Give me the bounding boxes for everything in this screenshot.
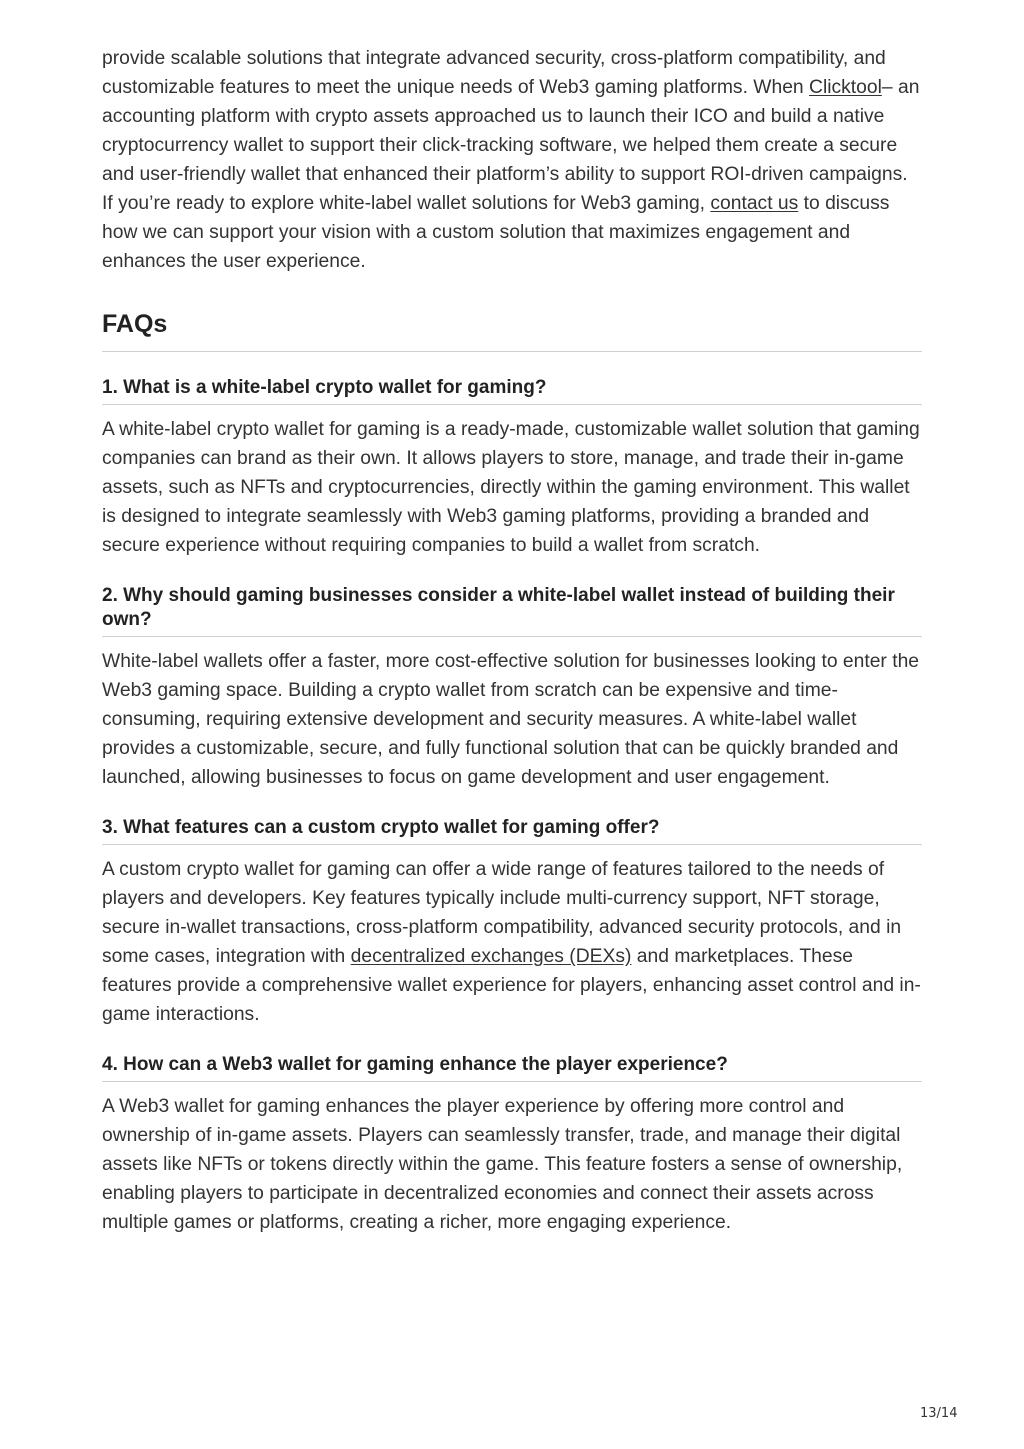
faq-item-3 bbox=[102, 816, 922, 1029]
faq-answer-4: A Web3 wallet for gaming enhances the player experience by offering more control and ownership of in-game assets. Players can seamlessly transfer, trade, and manage their digital assets like NFTs or tokens directly within the game. This feature fosters a sense of ownership, enabling players to participate in decentralized economies and connect their assets across multiple games or platforms, creating a richer, more engaging experience. bbox=[102, 1096, 903, 1233]
faq-answer-3-text-2: and marketplaces. These features provide a comprehensive wallet experience for players, enhancing asset control and in-game interactions. bbox=[102, 946, 921, 1025]
document-content bbox=[102, 44, 922, 1237]
intro-paragraph bbox=[102, 44, 922, 276]
faqs-heading: FAQs bbox=[102, 276, 922, 352]
faq-answer-2: White-label wallets offer a faster, more cost-effective solution for businesses looking to enter the Web3 gaming space. Building a crypto wallet from scratch can be expensive and time-consuming, requiring extensive development and security measures. A white-label wallet provides a customizable, secure, and fully functional solution that can be quickly branded and launched, allowing businesses to focus on game development and user engagement. bbox=[102, 651, 920, 788]
faq-question-2: 2. Why should gaming businesses consider a white-label wallet instead of building their own? bbox=[102, 584, 922, 637]
faq-question-1: 1. What is a white-label crypto wallet for gaming? bbox=[102, 376, 922, 405]
clicktool-link[interactable]: Clicktool bbox=[809, 77, 882, 98]
dex-link[interactable]: decentralized exchanges (DEXs) bbox=[350, 946, 632, 967]
faq-answer-3 bbox=[102, 855, 922, 1029]
faq-item-2 bbox=[102, 584, 922, 792]
faq-question-3: 3. What features can a custom crypto wallet for gaming offer? bbox=[102, 816, 922, 845]
intro-text-2: – an accounting platform with crypto assets approached us to launch their ICO and build a native cryptocurrency wallet to support their click-tracking software, we helped them create a secure and user-friendly wallet that enhanced their platform’s ability to support ROI-driven campaigns. If you’re ready to explore white-label wallet solutions for Web3 gaming, bbox=[102, 77, 920, 214]
faq-answer-3-text-1: A custom crypto wallet for gaming can offer a wide range of features tailored to the needs of players and developers. Key features typically include multi-currency support, NFT storage, secure in-wallet transactions, cross-platform compatibility, advanced security protocols, and in some cases, integration with bbox=[102, 859, 902, 967]
faq-question-4: 4. How can a Web3 wallet for gaming enhance the player experience? bbox=[102, 1053, 922, 1082]
page-number: 13/14 bbox=[920, 1406, 958, 1421]
intro-text-1: provide scalable solutions that integrate advanced security, cross-platform compatibility, and customizable features to meet the unique needs of Web3 gaming platforms. When bbox=[102, 48, 886, 98]
faq-item-1 bbox=[102, 376, 922, 560]
intro-text-3: to discuss how we can support your vision with a custom solution that maximizes engagement and enhances the user experience. bbox=[102, 193, 890, 272]
faq-item-4 bbox=[102, 1053, 922, 1237]
contact-us-link[interactable]: contact us bbox=[710, 193, 799, 214]
faq-answer-1: A white-label crypto wallet for gaming is a ready-made, customizable wallet solution that gaming companies can brand as their own. It allows players to store, manage, and trade their in-game assets, such as NFTs and cryptocurrencies, directly within the gaming environment. This wallet is designed to integrate seamlessly with Web3 gaming platforms, providing a branded and secure experience without requiring companies to build a wallet from scratch. bbox=[102, 419, 920, 556]
